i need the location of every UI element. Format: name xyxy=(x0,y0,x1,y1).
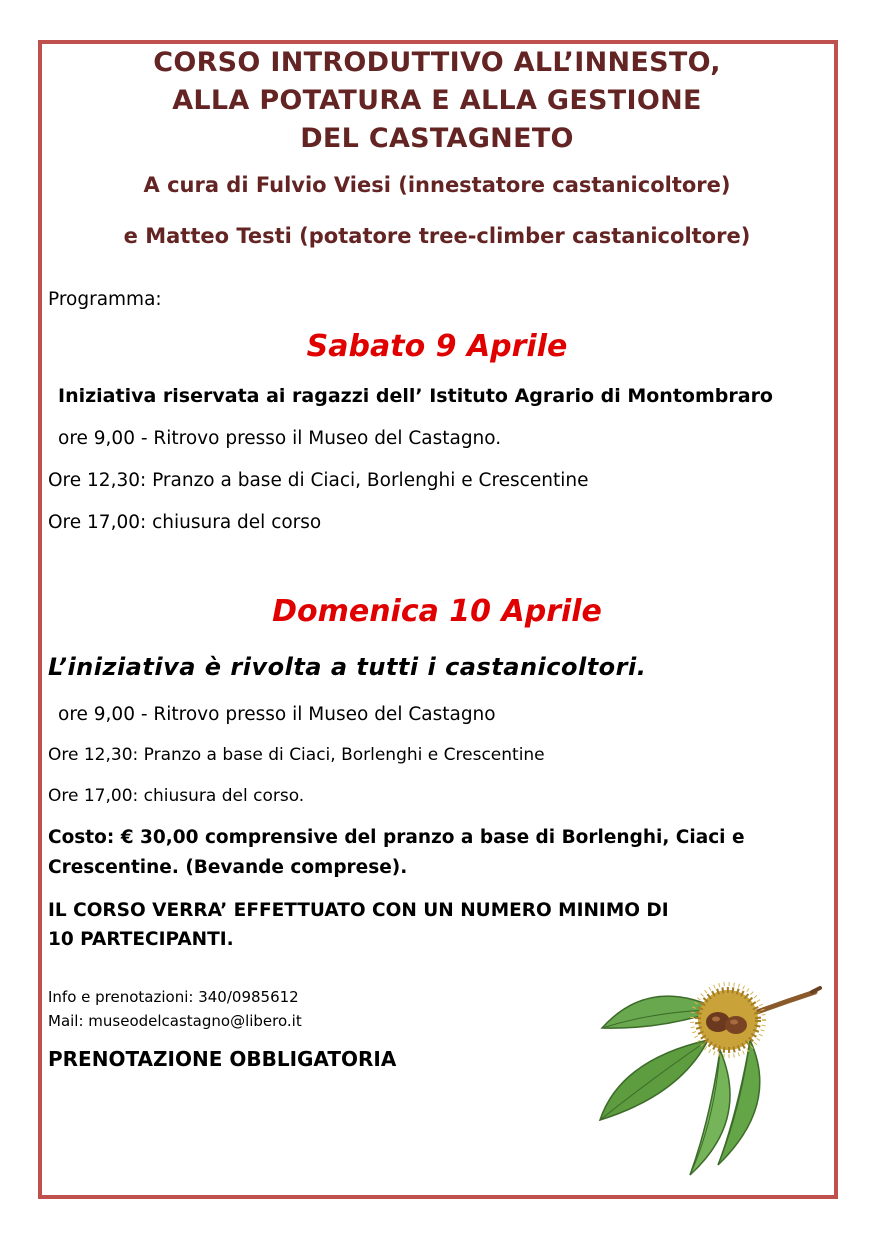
curator-line-1: A cura di Fulvio Viesi (innestatore castanicoltore) xyxy=(143,173,731,197)
sunday-item-1: ore 9,00 - Ritrovo presso il Museo del Castagno xyxy=(58,704,496,725)
minimum-line-1: IL CORSO VERRA’ EFFETTUATO CON UN NUMERO MINIMO DI xyxy=(48,900,669,921)
title-line-3: DEL CASTAGNETO xyxy=(300,123,574,154)
sunday-item-3: Ore 17,00: chiusura del corso. xyxy=(48,786,305,806)
programma-label: Programma: xyxy=(48,289,162,310)
minimum-line-2: 10 PARTECIPANTI. xyxy=(48,929,234,950)
saturday-item-2: Ore 12,30: Pranzo a base di Ciaci, Borlenghi e Crescentine xyxy=(48,470,589,491)
chestnut-branch-illustration xyxy=(590,970,825,1180)
info-mail[interactable]: Mail: museodelcastagno@libero.it xyxy=(48,1012,302,1030)
title-line-1: CORSO INTRODUTTIVO ALL’INNESTO, xyxy=(153,47,721,78)
info-phone: Info e prenotazioni: 340/0985612 xyxy=(48,988,299,1006)
curator-line-2: e Matteo Testi (potatore tree-climber castanicoltore) xyxy=(123,224,751,248)
saturday-item-1: ore 9,00 - Ritrovo presso il Museo del Castagno. xyxy=(58,428,502,449)
saturday-note: Iniziativa riservata ai ragazzi dell’ Istituto Agrario di Montombraro xyxy=(58,385,773,407)
title-line-2: ALLA POTATURA E ALLA GESTIONE xyxy=(172,85,702,116)
cost-line-1: Costo: € 30,00 comprensive del pranzo a base di Borlenghi, Ciaci e xyxy=(48,827,745,848)
sunday-note: L’iniziativa è rivolta a tutti i castanicoltori. xyxy=(48,653,647,681)
sunday-title: Domenica 10 Aprile xyxy=(272,594,602,629)
saturday-item-3: Ore 17,00: chiusura del corso xyxy=(48,512,322,533)
mandatory-booking: PRENOTAZIONE OBBLIGATORIA xyxy=(48,1047,397,1071)
cost-line-2: Crescentine. (Bevande comprese). xyxy=(48,857,408,878)
saturday-title: Sabato 9 Aprile xyxy=(306,329,568,364)
sunday-item-2: Ore 12,30: Pranzo a base di Ciaci, Borlenghi e Crescentine xyxy=(48,745,545,765)
